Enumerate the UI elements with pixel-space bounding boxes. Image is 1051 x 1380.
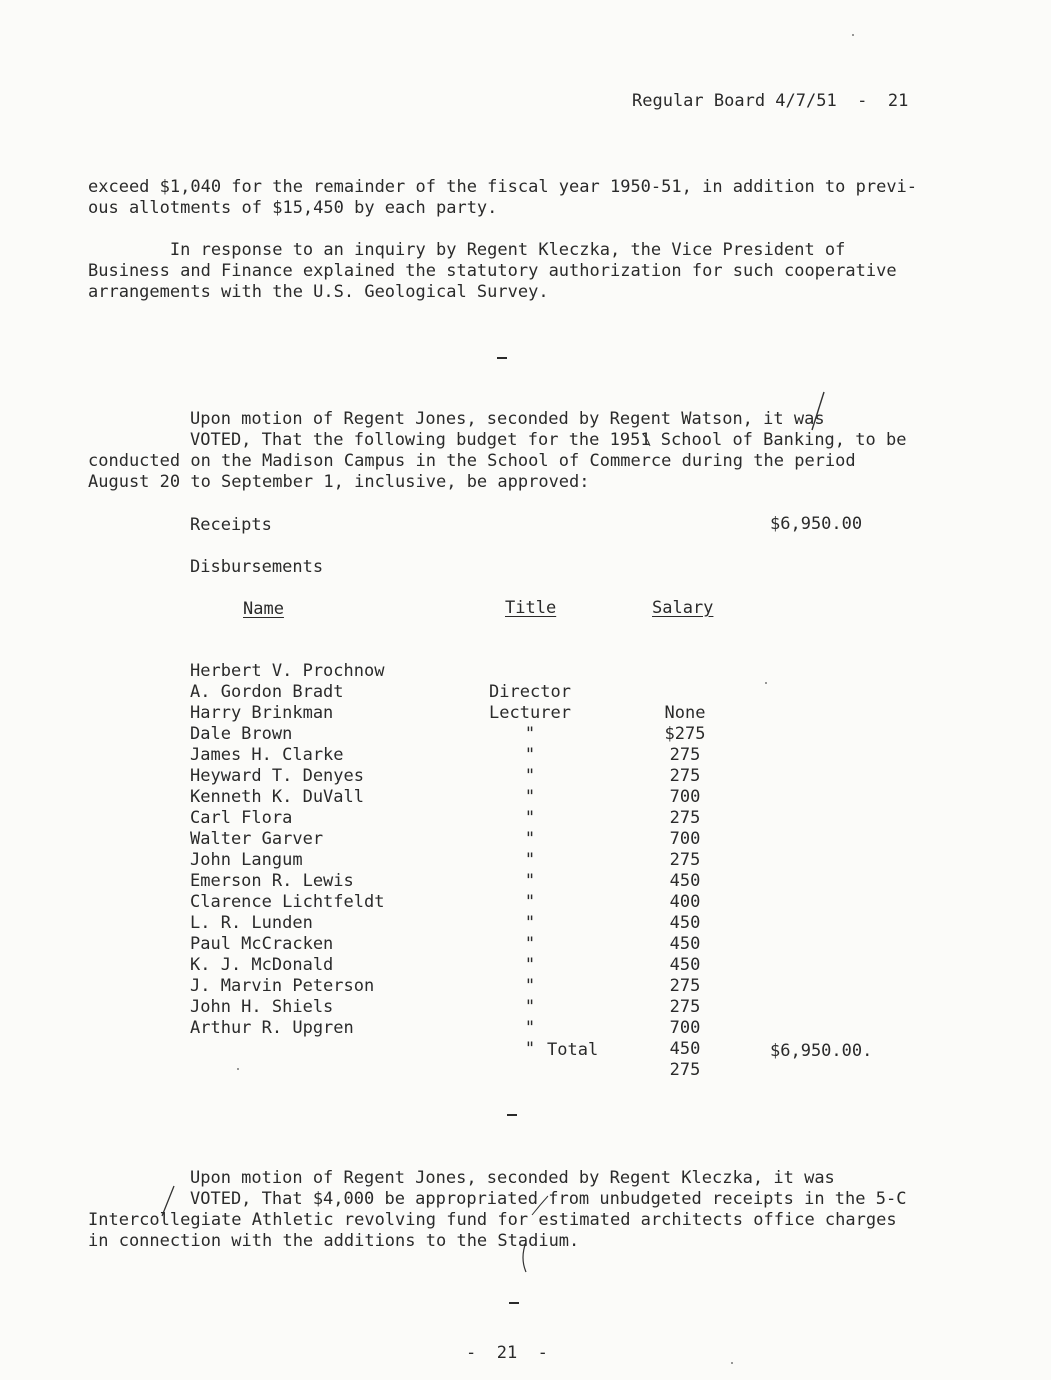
scan-speck (765, 682, 767, 684)
motion-line: August 20 to September 1, inclusive, be approved: (88, 472, 590, 492)
row-name: James H. Clarke (190, 745, 344, 765)
row-title: " (524, 976, 536, 996)
receipts-label: Receipts (190, 515, 272, 535)
row-title: " (524, 808, 536, 828)
row-name: Arthur R. Upgren (190, 1018, 354, 1038)
row-name: A. Gordon Bradt (190, 682, 344, 702)
row-title: " (524, 829, 536, 849)
row-title: " (524, 745, 536, 765)
row-name: John Langum (190, 850, 303, 870)
section-divider (497, 357, 507, 359)
row-title: " (524, 955, 536, 975)
disbursements-label: Disbursements (190, 557, 324, 577)
row-name: Clarence Lichtfeldt (190, 892, 385, 912)
section-divider (507, 1114, 517, 1116)
paragraph-line: In response to an inquiry by Regent Kleczka, the Vice President of (88, 240, 846, 260)
row-salary: $275 (664, 724, 706, 744)
row-title: " (524, 724, 536, 744)
paragraph-line: exceed $1,040 for the remainder of the fiscal year 1950-51, in addition to previ- (88, 177, 918, 197)
column-header-salary: Salary (652, 598, 714, 618)
row-title: Director (489, 682, 571, 702)
row-salary: 275 (669, 850, 701, 870)
motion-line: Upon motion of Regent Jones, seconded by Regent Watson, it was (190, 409, 825, 429)
row-salary: 450 (669, 871, 701, 891)
paragraph-line: arrangements with the U.S. Geological Survey. (88, 282, 549, 302)
motion-line: VOTED, That the following budget for the 1951 School of Banking, to be (190, 430, 907, 450)
row-salary: 450 (669, 1039, 701, 1059)
row-title: " (524, 1018, 536, 1038)
row-name: Walter Garver (190, 829, 324, 849)
row-name: Carl Flora (190, 808, 293, 828)
page-footer-number: - 21 - (466, 1343, 548, 1363)
motion-line: in connection with the additions to the Stadium. (88, 1231, 580, 1251)
total-amount: $6,950.00. (770, 1041, 873, 1061)
section-divider (509, 1302, 519, 1304)
row-salary: 450 (669, 913, 701, 933)
row-name: Harry Brinkman (190, 703, 334, 723)
receipts-amount: $6,950.00 (770, 514, 863, 534)
row-title: " (524, 934, 536, 954)
paragraph-line: ous allotments of $15,450 by each party. (88, 198, 498, 218)
row-title: " (524, 913, 536, 933)
row-salary: 275 (669, 1060, 701, 1080)
row-salary: 275 (669, 808, 701, 828)
row-salary: 450 (669, 934, 701, 954)
row-title: " (524, 766, 536, 786)
row-name: Herbert V. Prochnow (190, 661, 385, 681)
column-header-title: Title (505, 598, 557, 618)
paragraph-allotments (88, 177, 917, 219)
row-name: Kenneth K. DuVall (190, 787, 364, 807)
row-name: Emerson R. Lewis (190, 871, 354, 891)
row-title: Lecturer (489, 703, 571, 723)
row-name: John H. Shiels (190, 997, 334, 1017)
row-name: Heyward T. Denyes (190, 766, 364, 786)
page-header: Regular Board 4/7/51 - 21 (632, 91, 909, 111)
row-salary: 700 (669, 787, 701, 807)
scan-speck (852, 34, 854, 36)
motion-line: Upon motion of Regent Jones, seconded by Regent Kleczka, it was (190, 1168, 835, 1188)
scan-speck (237, 1068, 239, 1070)
total-label: Total (547, 1040, 599, 1060)
motion-banking-budget (88, 409, 906, 493)
motion-line: VOTED, That $4,000 be appropriated from unbudgeted receipts in the 5-C (190, 1189, 907, 1209)
row-salary: None (664, 703, 706, 723)
row-title: " (524, 892, 536, 912)
row-salary: 275 (669, 766, 701, 786)
row-salary: 275 (669, 745, 701, 765)
row-salary: 275 (669, 997, 701, 1017)
row-name: L. R. Lunden (190, 913, 313, 933)
row-name: J. Marvin Peterson (190, 976, 375, 996)
row-name: Paul McCracken (190, 934, 334, 954)
row-title: " (524, 997, 536, 1017)
row-name: K. J. McDonald (190, 955, 334, 975)
row-salary: 275 (669, 976, 701, 996)
paragraph-line: Business and Finance explained the statutory authorization for such cooperative (88, 261, 897, 281)
row-salary: 450 (669, 955, 701, 975)
row-title: " (524, 850, 536, 870)
row-title: " (524, 787, 536, 807)
row-name: Dale Brown (190, 724, 293, 744)
row-salary: 700 (669, 829, 701, 849)
row-title: " (524, 1039, 536, 1059)
row-salary: 700 (669, 1018, 701, 1038)
column-header-name: Name (243, 599, 284, 619)
scan-speck (731, 1362, 733, 1364)
motion-stadium-appropriation (88, 1168, 906, 1252)
row-salary: 400 (669, 892, 701, 912)
motion-line: conducted on the Madison Campus in the School of Commerce during the period (88, 451, 856, 471)
motion-line: Intercollegiate Athletic revolving fund for estimated architects office charges (88, 1210, 897, 1230)
row-title: " (524, 871, 536, 891)
paragraph-inquiry (88, 240, 897, 303)
